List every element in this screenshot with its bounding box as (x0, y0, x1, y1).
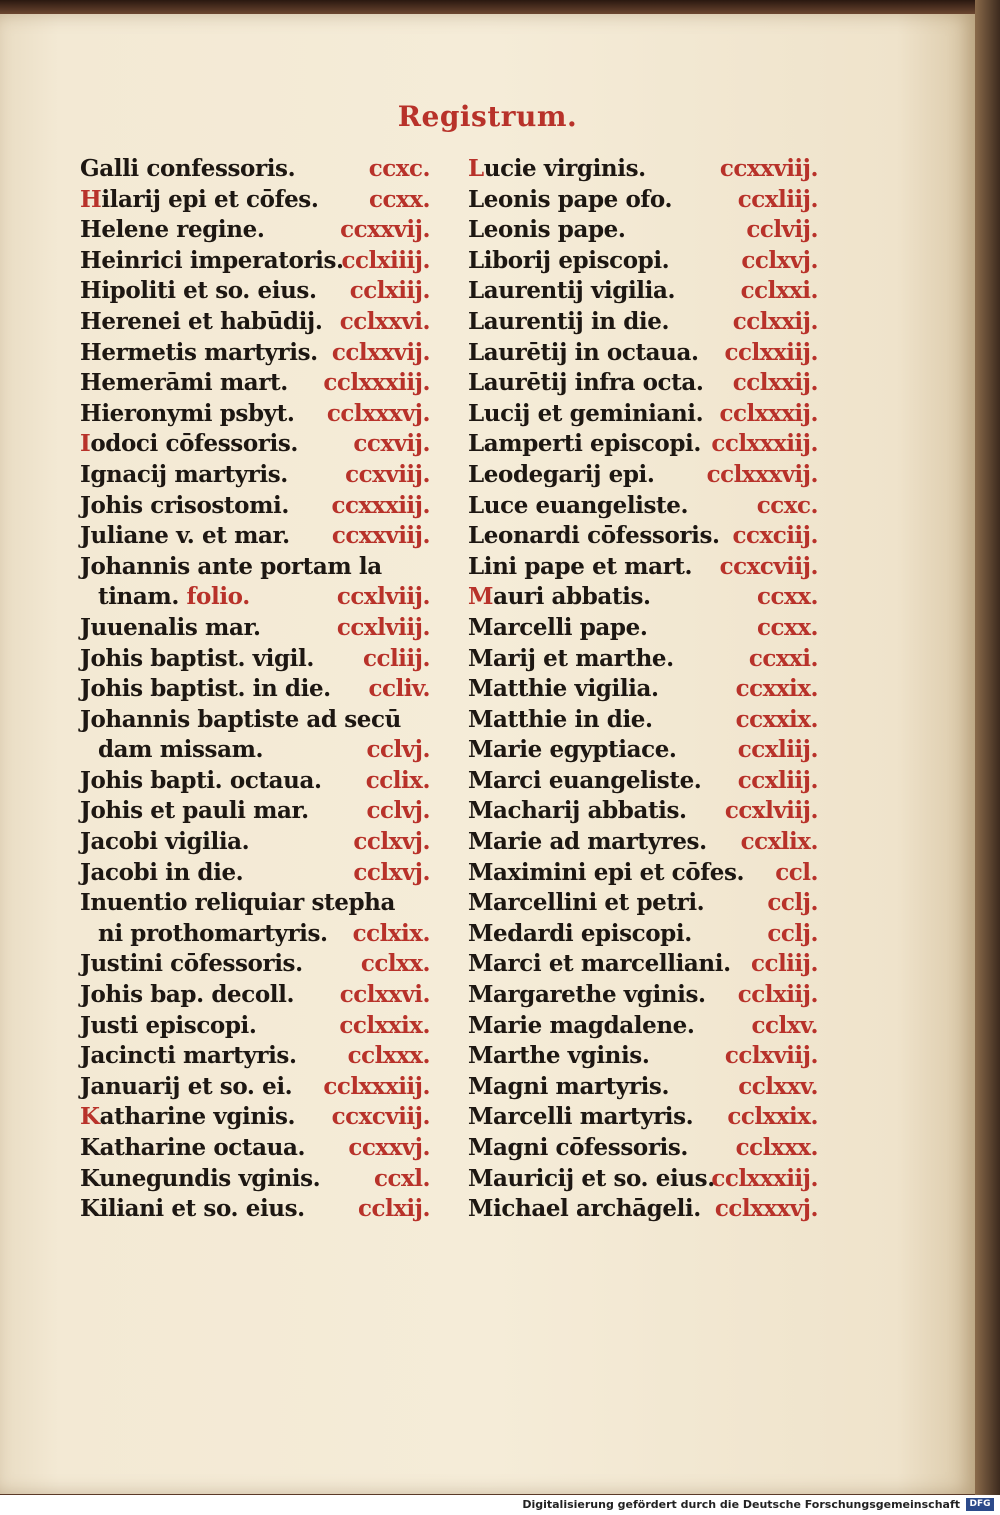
entry-name (468, 950, 731, 977)
entry-text: Leonardi cōfessoris. (468, 522, 720, 550)
register-entry (80, 796, 430, 827)
entry-text: Luce euangeliste. (468, 491, 689, 519)
register-entry (80, 552, 430, 583)
entry-text: Marie magdalene. (468, 1011, 695, 1039)
register-entry (80, 1072, 430, 1103)
register-entry (468, 735, 818, 766)
folio-number: ccxlviij. (336, 613, 430, 641)
entry-name (80, 339, 318, 366)
register-entry (468, 552, 818, 583)
entry-text: Mauricij et so. eius. (468, 1164, 715, 1192)
folio-number: cclxiiij. (341, 246, 430, 274)
register-entry (468, 429, 818, 460)
register-entry (80, 429, 430, 460)
register-entry (80, 276, 430, 307)
folio-number: cclxxvij. (331, 338, 430, 366)
entry-name (80, 277, 317, 304)
folio-number: ccxliij. (737, 766, 818, 794)
folio-number: cclvj. (366, 797, 430, 825)
entry-name (468, 859, 744, 886)
entry-text: Leonis pape ofo. (468, 185, 673, 213)
entry-name (80, 583, 250, 610)
register-entry (468, 796, 818, 827)
folio-number: cclxxxiij. (323, 369, 430, 397)
register-entry (468, 246, 818, 277)
entry-name (468, 553, 692, 580)
register-entry (80, 674, 430, 705)
entry-name (80, 522, 290, 549)
dfg-logo: DFG (966, 1498, 994, 1511)
entry-name (468, 308, 669, 335)
entry-name (468, 583, 651, 610)
folio-number: cclxviij. (724, 1042, 818, 1070)
folio-number: ccxlviij. (724, 797, 818, 825)
entry-name (80, 461, 288, 488)
entry-name (80, 950, 303, 977)
entry-name (468, 247, 669, 274)
entry-text: Laurentij in die. (468, 307, 670, 335)
register-entry (80, 1041, 430, 1072)
register-entry (80, 705, 430, 736)
register-entry (80, 949, 430, 980)
folio-number: ccliv. (368, 675, 430, 703)
folio-number: ccxcviij. (719, 552, 818, 580)
entry-name (468, 400, 703, 427)
entry-name (468, 1134, 688, 1161)
book-cover-edge (0, 0, 1000, 14)
entry-text: Galli confessoris. (80, 155, 296, 182)
rubricated-initial: M (468, 583, 494, 611)
folio-number: ccxviij. (345, 460, 430, 488)
book-page-edge (975, 0, 1000, 1495)
entry-text: Laurētij infra octa. (468, 369, 704, 397)
register-entry (80, 1164, 430, 1195)
funding-credit: Digitalisierung gefördert durch die Deutsche Forschungsgemeinschaft (522, 1498, 960, 1511)
folio-number: cclxvj. (353, 858, 430, 886)
entry-text: Marthe vginis. (468, 1042, 650, 1070)
rubricated-suffix: folio. (186, 583, 250, 611)
entry-name (80, 1042, 297, 1069)
folio-number: cclxxx. (735, 1134, 818, 1161)
register-entry (80, 338, 430, 369)
entry-text: auri abbatis. (493, 583, 651, 611)
register-column-left (80, 154, 430, 1225)
register-entry (80, 521, 430, 552)
folio-number: ccxxxiij. (331, 491, 430, 519)
register-entry (80, 644, 430, 675)
folio-number: ccxc. (756, 491, 818, 519)
entry-name (468, 1195, 701, 1222)
folio-number: cclxiij. (737, 981, 818, 1009)
folio-number: cclxx. (360, 950, 430, 978)
register-entry (468, 185, 818, 216)
register-entry (468, 368, 818, 399)
entry-text: Marie egyptiace. (468, 736, 677, 764)
entry-text: Lini pape et mart. (468, 552, 693, 580)
entry-name (80, 736, 263, 763)
entry-text: Liborij episcopi. (468, 246, 670, 274)
register-entry (80, 582, 430, 613)
entry-text: Johis crisostomi. (80, 491, 289, 519)
register-entry (80, 613, 430, 644)
entry-name (468, 1165, 715, 1192)
register-entry (80, 980, 430, 1011)
register-entry (80, 1011, 430, 1042)
digitization-footer (0, 1495, 1000, 1515)
register-entry (468, 154, 818, 185)
register-entry (80, 368, 430, 399)
folio-number: ccxx. (757, 583, 818, 611)
entry-name (80, 1165, 320, 1192)
folio-number: ccxliij. (737, 736, 818, 764)
entry-name (468, 186, 672, 213)
entry-name (468, 461, 655, 488)
entry-name (80, 216, 264, 243)
rubricated-initial: L (468, 155, 484, 182)
folio-number: cclj. (767, 889, 818, 917)
folio-number: ccliij. (362, 644, 430, 672)
entry-text: Marij et marthe. (468, 644, 674, 672)
entry-text: Medardi episcopi. (468, 919, 692, 947)
entry-name (468, 920, 692, 947)
entry-text: atharine vginis. (99, 1103, 296, 1131)
folio-number: cclxxvi. (339, 307, 430, 335)
register-entry (468, 307, 818, 338)
entry-text: Marcelli martyris. (468, 1103, 694, 1131)
register-entry (468, 276, 818, 307)
entry-name (468, 736, 677, 763)
entry-text: Johannis baptiste ad secū (80, 705, 401, 733)
entry-name (80, 1073, 292, 1100)
entry-name (80, 155, 295, 182)
register-entry (468, 980, 818, 1011)
register-entry (468, 888, 818, 919)
entry-name (468, 155, 646, 182)
entry-text: Marcellini et petri. (468, 889, 705, 917)
folio-number: cclxxxiij. (323, 1072, 430, 1100)
folio-number: ccxlviij. (336, 583, 430, 611)
register-entry (80, 154, 430, 185)
folio-number: ccxxvj. (348, 1134, 430, 1161)
register-entry (80, 1194, 430, 1225)
register-entry (468, 613, 818, 644)
folio-number: ccliij. (750, 950, 818, 978)
entry-text: Hermetis martyris. (80, 338, 318, 366)
entry-text: Heinrici imperatoris. (80, 246, 344, 274)
register-entry (468, 919, 818, 950)
entry-name (80, 981, 294, 1008)
register-entry (468, 582, 818, 613)
folio-number: ccxl. (374, 1164, 430, 1192)
entry-name (80, 920, 328, 947)
folio-number: cclxxij. (732, 369, 818, 397)
entry-text: Justini cōfessoris. (80, 950, 303, 978)
book-page (0, 14, 975, 1494)
folio-number: cclxxxvj. (714, 1195, 818, 1223)
entry-text: Johis baptist. vigil. (80, 644, 314, 672)
entry-name (80, 828, 249, 855)
folio-number: cclxv. (751, 1011, 818, 1039)
entry-text: Juuenalis mar. (80, 613, 261, 641)
register-entry (468, 338, 818, 369)
register-entry (468, 644, 818, 675)
folio-number: cclxiij. (349, 277, 430, 305)
folio-number: cclxxiij. (724, 338, 818, 366)
entry-name (80, 706, 401, 733)
entry-text: Marci euangeliste. (468, 766, 702, 794)
entry-name (468, 216, 625, 243)
entry-name (80, 1103, 295, 1130)
folio-number: cclxxx. (347, 1042, 430, 1070)
entry-name (80, 797, 309, 824)
entry-text: Justi episcopi. (80, 1011, 257, 1039)
entry-text: Johis et pauli mar. (80, 797, 309, 825)
register-entry (468, 827, 818, 858)
register-entry (80, 858, 430, 889)
folio-number: cclxxij. (732, 307, 818, 335)
entry-name (80, 767, 322, 794)
entry-name (468, 522, 720, 549)
entry-name (80, 369, 288, 396)
entry-name (80, 614, 261, 641)
register-entry (80, 766, 430, 797)
folio-number: cclxij. (357, 1195, 430, 1223)
entry-text: Hemerāmi mart. (80, 369, 288, 397)
register-entry (468, 521, 818, 552)
register-entry (468, 766, 818, 797)
entry-name (468, 981, 706, 1008)
entry-name (468, 706, 653, 733)
entry-text: Kunegundis vginis. (80, 1164, 321, 1192)
folio-number: ccxxviij. (331, 522, 430, 550)
entry-text: Marie ad martyres. (468, 828, 707, 856)
entry-text: ucie virginis. (483, 155, 646, 182)
folio-number: ccxxix. (735, 705, 818, 733)
entry-name (468, 614, 647, 641)
entry-text: Magni cōfessoris. (468, 1134, 689, 1161)
entry-name (80, 186, 318, 213)
entry-text: Marcelli pape. (468, 613, 648, 641)
entry-name (80, 889, 395, 916)
entry-text: Lucij et geminiani. (468, 399, 704, 427)
register-entry (468, 1164, 818, 1195)
folio-number: cclvj. (366, 736, 430, 764)
register-entry (468, 1194, 818, 1225)
register-entry (80, 1102, 430, 1133)
folio-number: cclxxxiij. (711, 1164, 818, 1192)
register-entry (468, 705, 818, 736)
register-entry (80, 215, 430, 246)
folio-number: cclj. (767, 919, 818, 947)
entry-name (468, 492, 688, 519)
register-entry (468, 1072, 818, 1103)
entry-name (80, 553, 382, 580)
entry-text: Laurētij in octaua. (468, 338, 699, 366)
entry-text: Hieronymi psbyt. (80, 399, 295, 427)
entry-text: Juliane v. et mar. (80, 522, 290, 550)
register-entry (80, 460, 430, 491)
folio-number: cclix. (365, 766, 430, 794)
entry-text: Lamperti episcopi. (468, 430, 701, 458)
entry-name (80, 859, 243, 886)
entry-name (80, 400, 294, 427)
register-entry (80, 491, 430, 522)
folio-number: ccl. (775, 858, 818, 886)
folio-number: cclxxxiij. (711, 430, 818, 458)
folio-number: ccxliij. (737, 185, 818, 213)
folio-number: cclxxix. (727, 1103, 818, 1131)
entry-name (468, 1012, 695, 1039)
register-entry (468, 399, 818, 430)
entry-text: Jacobi vigilia. (80, 828, 250, 856)
folio-number: ccxc. (368, 155, 430, 182)
entry-name (80, 492, 289, 519)
register-entry (468, 1102, 818, 1133)
register-entry (80, 735, 430, 766)
register-entry (468, 858, 818, 889)
entry-text: Ignacij martyris. (80, 460, 288, 488)
entry-text: Magni martyris. (468, 1072, 670, 1100)
folio-number: ccxlix. (740, 828, 818, 856)
folio-number: cclxxxvij. (706, 460, 818, 488)
entry-name (80, 1134, 305, 1161)
entry-text: ilarij epi et cōfes. (101, 185, 319, 213)
folio-number: cclxxxij. (719, 399, 818, 427)
entry-text: Januarij et so. ei. (80, 1072, 293, 1100)
entry-name (80, 675, 331, 702)
folio-number: cclxvj. (353, 828, 430, 856)
folio-number: ccxx. (757, 613, 818, 641)
register-entry (80, 246, 430, 277)
entry-name (80, 308, 322, 335)
entry-name (468, 1042, 649, 1069)
entry-name (468, 339, 699, 366)
register-entry (80, 827, 430, 858)
register-entry (80, 307, 430, 338)
folio-number: ccxxvij. (340, 216, 430, 244)
entry-name (80, 1195, 305, 1222)
register-entry (468, 491, 818, 522)
rubricated-initial: I (80, 430, 91, 458)
register-entry (468, 215, 818, 246)
entry-text: Helene regine. (80, 216, 265, 244)
entry-name (468, 675, 659, 702)
entry-name (468, 767, 701, 794)
entry-name (468, 1103, 693, 1130)
folio-number: cclvij. (746, 216, 818, 244)
register-entry (468, 1041, 818, 1072)
entry-text: Jacincti martyris. (80, 1042, 297, 1070)
folio-number: ccxxviij. (719, 155, 818, 182)
entry-text: Jacobi in die. (80, 858, 244, 886)
entry-text: Hipoliti et so. eius. (80, 277, 317, 305)
entry-text: Marci et marcelliani. (468, 950, 731, 978)
rubricated-initial: K (80, 1103, 100, 1131)
register-entry (80, 399, 430, 430)
entry-name (80, 247, 344, 274)
entry-name (468, 369, 704, 396)
entry-text: Matthie vigilia. (468, 675, 659, 703)
register-column-right (468, 154, 818, 1225)
entry-text: Johis baptist. in die. (80, 675, 331, 703)
folio-number: cclxxxvj. (326, 399, 430, 427)
folio-number: cclxvj. (741, 246, 818, 274)
entry-text: Kiliani et so. eius. (80, 1195, 305, 1223)
folio-number: ccxxi. (748, 644, 818, 672)
entry-text: ni prothomartyris. (98, 919, 328, 947)
register-entry (80, 1133, 430, 1164)
entry-name (80, 1012, 257, 1039)
entry-text: Johis bapti. octaua. (80, 766, 322, 794)
register-entry (468, 1133, 818, 1164)
folio-number: ccxx. (369, 185, 430, 213)
folio-number: cclxix. (352, 919, 430, 947)
register-entry (80, 919, 430, 950)
entry-text: Inuentio reliquiar stepha (80, 889, 395, 917)
folio-number: cclxxi. (740, 277, 818, 305)
entry-text: Macharij abbatis. (468, 797, 687, 825)
folio-number: cclxxix. (339, 1011, 430, 1039)
register-entry (468, 674, 818, 705)
register-entry (80, 185, 430, 216)
entry-text: Laurentij vigilia. (468, 277, 676, 305)
register-entry (80, 888, 430, 919)
entry-name (80, 645, 314, 672)
entry-text: Leonis pape. (468, 216, 626, 244)
entry-name (468, 1073, 669, 1100)
folio-number: cclxxv. (738, 1072, 818, 1100)
register-entry (468, 460, 818, 491)
entry-name (80, 430, 298, 457)
register-entry (468, 1011, 818, 1042)
entry-text: dam missam. (98, 736, 264, 764)
entry-text: tinam. (98, 583, 179, 611)
entry-text: Herenei et habūdij. (80, 307, 323, 335)
entry-name (468, 889, 704, 916)
folio-number: ccxxix. (735, 675, 818, 703)
rubricated-initial: H (80, 185, 102, 213)
folio-number: ccxciij. (732, 522, 818, 550)
entry-name (468, 828, 707, 855)
entry-name (468, 645, 674, 672)
entry-text: Leodegarij epi. (468, 460, 655, 488)
entry-text: Margarethe vginis. (468, 981, 706, 1009)
entry-name (468, 277, 675, 304)
entry-name (468, 797, 687, 824)
folio-number: ccxcviij. (331, 1103, 430, 1131)
entry-text: Michael archāgeli. (468, 1195, 701, 1223)
entry-text: Johannis ante portam la (80, 552, 382, 580)
folio-number: ccxvij. (353, 430, 430, 458)
entry-text: Maximini epi et cōfes. (468, 858, 745, 886)
entry-text: odoci cōfessoris. (90, 430, 298, 458)
register-entry (468, 949, 818, 980)
entry-text: Johis bap. decoll. (80, 981, 295, 1009)
entry-text: Matthie in die. (468, 705, 653, 733)
folio-number: cclxxvi. (339, 981, 430, 1009)
entry-name (468, 430, 701, 457)
entry-text: Katharine octaua. (80, 1134, 306, 1161)
page-heading: Registrum. (397, 100, 578, 133)
